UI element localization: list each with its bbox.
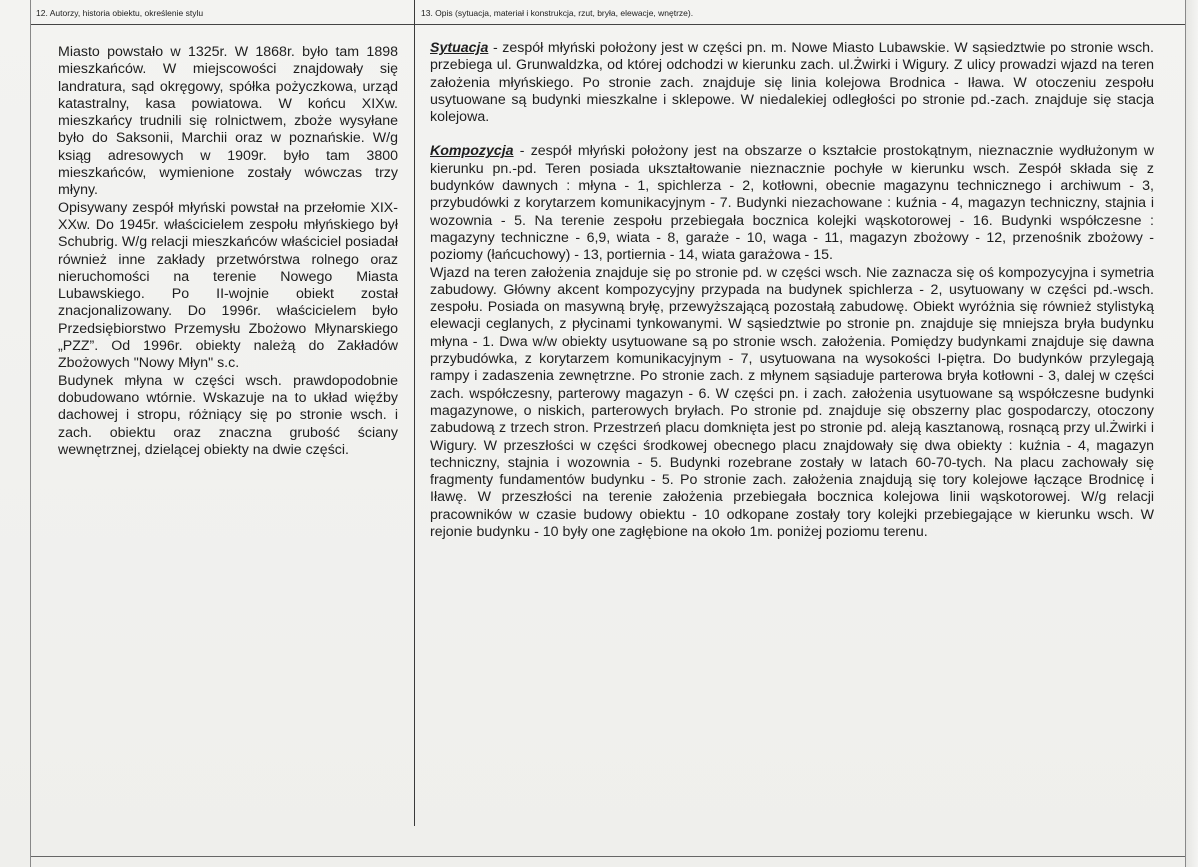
composition-text: - zespół młyński położony jest na obszarze o kształcie prostokątnym, nieznacznie wydłużonym w kierunku pn.-pd. Teren posiada ukształtowanie nieznacznie pochyłe w kierunku wsch. Zespół składa się z budynków dawnych : młyna - 1, spichlerza - 2, kotłowni, obecnie magazynu technicznego i archiwum - 3, przybudówki z korytarzem komunikacyjnym - 7. Budynki niezachowane : kuźnia - 4, magazyn techniczny, stajnia i wozownia - 5. Na terenie zespołu przebiegała bocznica kolejki wąskotorowej - 16. Budynki współczesne : magazyny techniczne - 6,9, wiata - 8, garaże - 10, waga - 11, magazyn zbożowy - 12, przenośnik zbożowy - poziomy (łańcuchowy) - 13, portiernia - 14, wiata garażowa - 15.: [430, 143, 1154, 264]
situation-paragraph: [430, 40, 1154, 126]
description-column: [430, 40, 1154, 541]
history-paragraph-building: Budynek młyna w części wsch. prawdopodobnie dobudowano wtórnie. Wskazuje na to układ więźby dachowej i stropu, różniący się po stronie wsch. i zach. obiektu oraz znaczna grubość ściany wewnętrznej, dzielącej obiekty na dwie części.: [58, 372, 398, 458]
situation-text: - zespół młyński położony jest w części pn. m. Nowe Miasto Lubawskie. W sąsiedztwie po stronie wsch. przebiega ul. Grunwaldzka, od której odchodzi w kierunku zach. ul.Żwirki i Wigury. Z ulicy prowadzi wjazd na teren założenia młyńskiego. Po stronie zach. znajduje się linia kolejowa Brodnica - Iława. W otoczeniu zespołu usytuowane są budynki mieszkalne i sklepowe. W niedalekiej odległości po stronie pd.-zach. znajduje się stacja kolejowa.: [430, 40, 1154, 126]
composition-paragraph: [430, 143, 1154, 264]
left-section-header: 12. Autorzy, historia obiektu, określenie stylu: [36, 8, 204, 18]
history-paragraph-mill: Opisywany zespół młyński powstał na przełomie XIX-XXw. Do 1945r. właścicielem zespołu młyńskiego był Schubrig. W/g relacji mieszkańców właściciel posiadał również inne zakłady przetwórstwa rolnego oraz nieruchomości na terenie Nowego Miasta Lubawskiego. Po II-wojnie obiekt został znacjonalizowany. Do 1996r. właścicielem było Przedsiębiorstwo Przemysłu Zbożowo Młynarskiego „PZZ”. Od 1996r. obiekty należą do Zakładów Zbożowych "Nowy Młyn" s.c.: [58, 199, 398, 372]
bottom-border-line: [30, 856, 1198, 857]
composition-paragraph-continued: Wjazd na teren założenia znajduje się po stronie pd. w części wsch. Nie zaznacza się oś kompozycyjna i symetria zabudowy. Główny akcent kompozycyjny przypada na budynek spichlerza - 2, usytuowany w części pd.-wsch. zespołu. Posiada on masywną bryłę, przewyższającą pozostałą zabudowę. Obiekt wyróżnia się również stylistyką elewacji ceglanych, z płycinami tynkowanymi. W sąsiedztwie po stronie pn. znajduje się mniejsza bryła budynku młyna - 1. Dwa w/w obiekty usytuowane są po stronie wsch. założenia. Pomiędzy budynkami znajduje się dawna przybudówka, z korytarzem komunikacyjnym - 7, usytuowana na wysokości I-piętra. Do budynków przylegają rampy i zadaszenia zewnętrzne. Po stronie zach. z młynem sąsiaduje parterowa bryła kotłowni - 3, dalej w części zach. współczesny, parterowy magazyn - 6. W części pn. i zach. założenia usytuowane są współczesne budynki magazynowe, o niskich, parterowych bryłach. Po stronie pd. znajduje się obszerny plac gospodarczy, otoczony zabudową z trzech stron. Przestrzeń placu domknięta jest po stronie pd. aleją kasztanową, rosnącą przy ul.Żwirki i Wigury. W przeszłości w części środkowej obecnego placu znajdowały się dwa obiekty : kuźnia - 4, magazyn techniczny, stajnia i wozownia - 5. Budynki rozebrane zostały w latach 60-70-tych. Na placu zachowały się fragmenty fundamentów budynku - 5. Po stronie zach. założenia znajdują się tory kolejowe łączące Brodnicę i Iławę. W przeszłości na terenie założenia przebiegała bocznica kolejowa linii wąskotorowej. W/g relacji pracowników w czasie budowy obiektu - 10 odkopane zostały tory kolejki przebiegające w kierunku wsch. W rejonie budynku - 10 były one zagłębione na około 1m. poniżej poziomu terenu.: [430, 264, 1154, 541]
header-divider-line: [30, 24, 1198, 25]
column-divider-line: [414, 0, 415, 826]
history-paragraph-town: Miasto powstało w 1325r. W 1868r. było tam 1898 mieszkańców. W miejscowości znajdowały się landratura, sąd okręgowy, spółka pożyczkowa, urząd katastralny, kasa powiatowa. W końcu XIXw. mieszkańcy trudnili się rolnictwem, zboże wysyłane było do Saksonii, Marchii oraz w poznańskie. W/g ksiąg adresowych w 1909r. było tam 3800 mieszkańców, wymienione zostały wówczas trzy młyny.: [58, 44, 398, 199]
history-column: [58, 44, 398, 459]
left-border-line: [30, 0, 31, 867]
scan-edge-shadow: [1186, 0, 1198, 867]
right-section-header: 13. Opis (sytuacja, materiał i konstrukcja, rzut, bryła, elewacje, wnętrze).: [421, 8, 694, 18]
composition-title: Kompozycja: [430, 143, 514, 160]
situation-title: Sytuacja: [430, 40, 489, 56]
